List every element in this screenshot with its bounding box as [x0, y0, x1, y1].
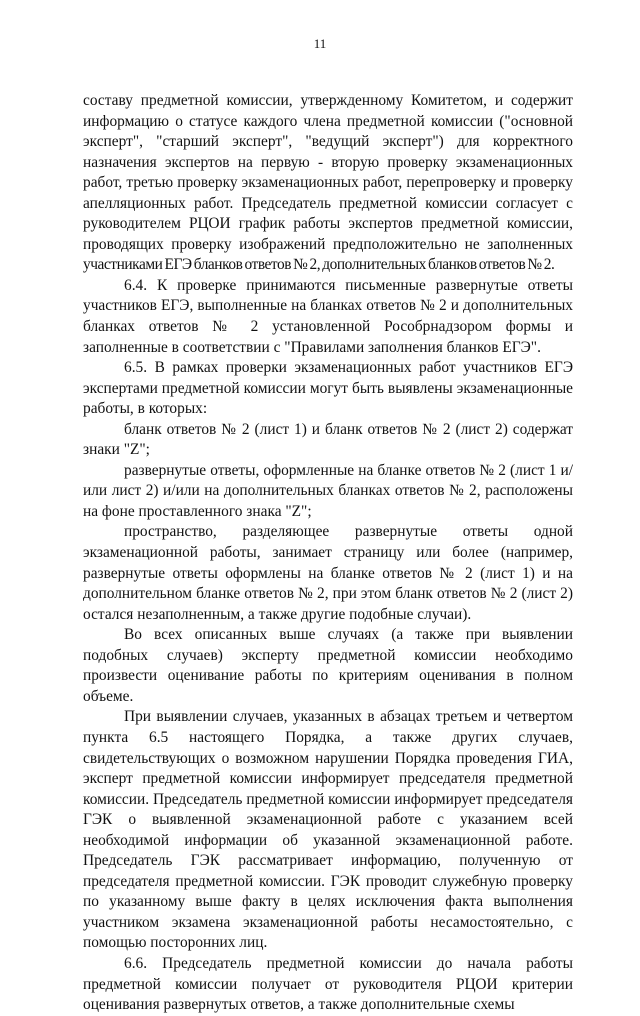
page-number: 11	[313, 36, 327, 51]
paragraph-violation-procedure: При выявлении случаев, указанных в абзацах третьем и четвертом пункта 6.5 настоящего Порядка, а также других случаев, свидетельствующих о возможном нарушении Порядка проведения ГИА, эксперт предметной комиссии информирует председателя предметной комиссии. Председатель предметной комиссии информирует председателя ГЭК о выявленной экзаменационной работе с указанием всей необходимой информации об указанной экзаменационной работе. Председатель ГЭК рассматривает информацию, полученную от председателя предметной комиссии. ГЭК проводит служебную проверку по указанному выше факту в целях исключения факта выполнения участником экзамена экзаменационной работы несамостоятельно, с помощью посторонних лиц.	[83, 708, 573, 952]
paragraph-continuation-last-line: участниками ЕГЭ бланков ответов № 2, дополнительных бланков ответов № 2.	[83, 256, 555, 274]
paragraph-case-z-background: развернутые ответы, оформленные на бланке ответов № 2 (лист 1 и/или лист 2) и/или на дополнительных бланках ответов № 2, расположены на фоне проставленного знака "Z";	[83, 461, 573, 520]
paragraph-continuation-text: составу предметной комиссии, утвержденному Комитетом, и содержит информацию о статусе каждого члена предметной комиссии ("основной эксперт", "старший эксперт", "ведущий эксперт") для корректного назначения экспертов на первую - вторую проверку экзаменационных работ, третью проверку экзаменационных работ, перепроверку и проверку апелляционных работ. Председатель предметной комиссии согласует с руководителем РЦОИ график работы экспертов предметной комиссии, проводящих проверку изображений предположительно не заполненных	[83, 92, 573, 253]
paragraph-all-cases: Во всех описанных выше случаях (а также при выявлении подобных случаев) эксперту предметной комиссии необходимо произвести оценивание работы по критериям оценивания в полном объеме.	[83, 626, 573, 705]
paragraph-6-6: 6.6. Председатель предметной комиссии до начала работы предметной комиссии получает от руководителя РЦОИ критерии оценивания развернутых ответов, а также дополнительные схемы	[83, 954, 573, 1014]
paragraph-6-4: 6.4. К проверке принимаются письменные развернутые ответы участников ЕГЭ, выполненные на бланках ответов № 2 и дополнительных бланках ответов № 2 установленной Рособрнадзором формы и заполненные в соответствии с "Правилами заполнения бланков ЕГЭ".	[83, 276, 573, 356]
paragraph-case-blank-space: пространство, разделяющее развернутые ответы одной экзаменационной работы, занимает страницу или более (например, развернутые ответы оформлены на бланке ответов № 2 (лист 1) и на дополнительном бланке ответов № 2, при этом бланк ответов № 2 (лист 2) остался незаполненным, а также другие подобные случаи).	[83, 523, 573, 623]
document-body	[83, 91, 573, 1016]
paragraph-case-z-signs: бланк ответов № 2 (лист 1) и бланк ответов № 2 (лист 2) содержат знаки "Z";	[83, 420, 573, 459]
paragraph-continuation	[83, 91, 573, 276]
paragraph-6-5: 6.5. В рамках проверки экзаменационных работ участников ЕГЭ экспертами предметной комиссии могут быть выявлены экзаменационные работы, в которых:	[83, 359, 573, 418]
